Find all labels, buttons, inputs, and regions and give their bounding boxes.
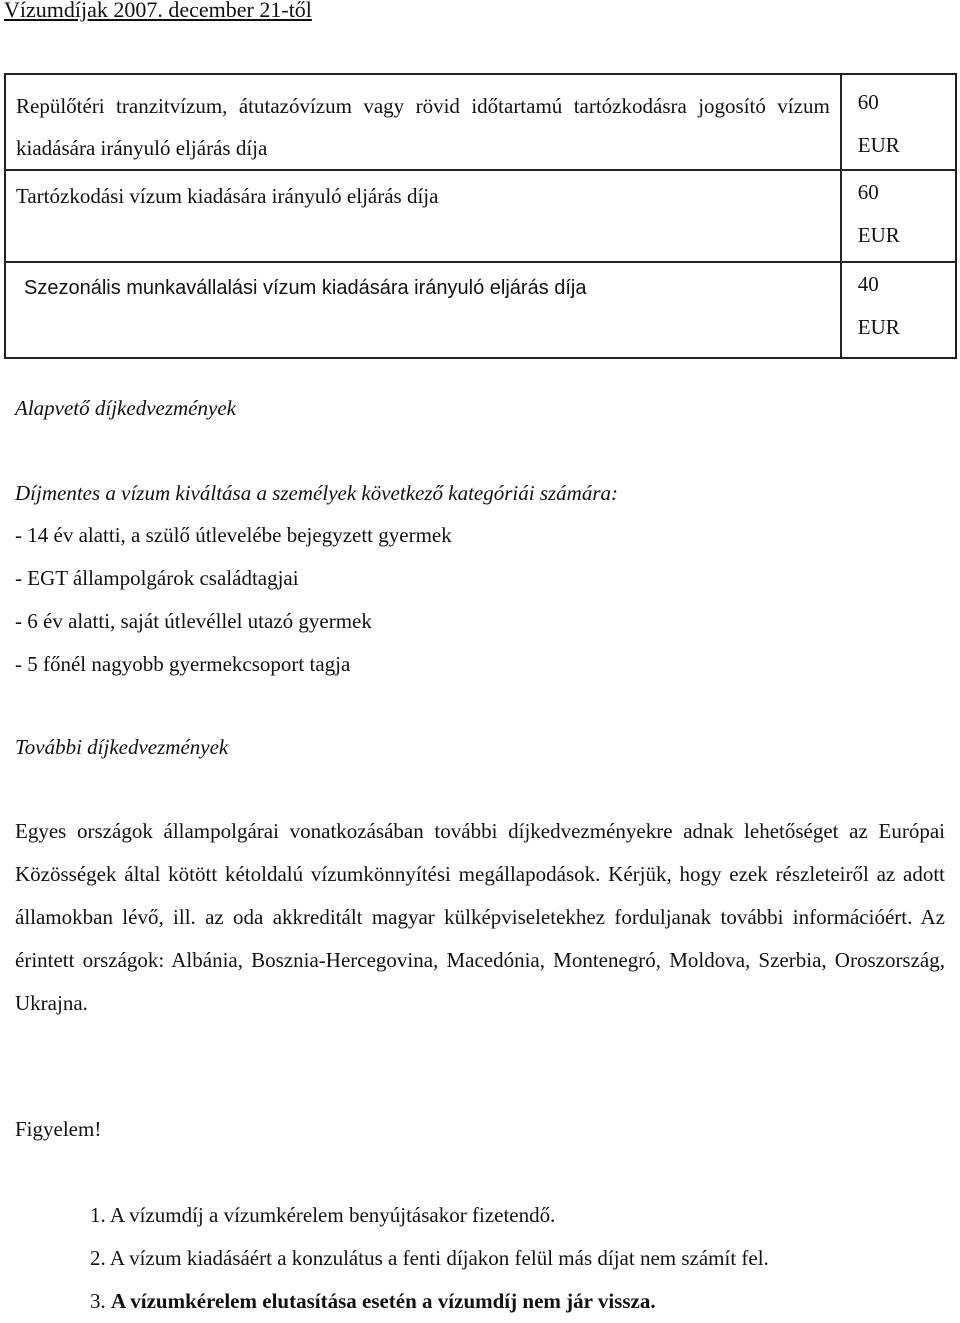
fee-label: Szezonális munkavállalási vízum kiadására irányuló eljárás díja <box>5 262 841 358</box>
fee-price <box>841 262 956 358</box>
list-text: A vízum kiadásáért a konzulátus a fenti díjakon felül más díjat nem számít fel. <box>109 1246 769 1270</box>
list-number: 1. <box>90 1203 106 1227</box>
list-item <box>90 1194 769 1237</box>
list-item: - EGT állampolgárok családtagjai <box>15 566 299 590</box>
fee-price <box>841 170 956 262</box>
list-text: A vízumkérelem elutasítása esetén a vízumdíj nem jár vissza. <box>111 1289 656 1313</box>
fee-currency: EUR <box>857 315 900 339</box>
fee-table <box>4 73 957 359</box>
basic-discounts-list <box>15 514 945 686</box>
notice-heading: Figyelem! <box>15 1117 102 1141</box>
list-number: 2. <box>90 1246 106 1270</box>
page-title: Vízumdíjak 2007. december 21-től <box>4 0 312 22</box>
fee-amount: 40 <box>857 272 879 296</box>
list-number: 3. <box>90 1289 106 1313</box>
fee-price <box>841 74 956 170</box>
list-text: A vízumdíj a vízumkérelem benyújtásakor fizetendő. <box>109 1203 556 1227</box>
fee-currency: EUR <box>857 133 900 157</box>
list-item <box>90 1237 769 1280</box>
list-item: - 6 év alatti, saját útlevéllel utazó gyermek <box>15 609 372 633</box>
fee-label: Repülőtéri tranzitvízum, átutazóvízum vagy rövid időtartamú tartózkodásra jogosító vízum kiadására irányuló eljárás díja <box>5 74 841 170</box>
list-item <box>90 1280 769 1323</box>
further-discounts-text: Egyes országok állampolgárai vonatkozásában további díjkedvezményekre adnak lehetőséget az Európai Közösségek által kötött kétoldalú vízumkönnyítési megállapodások. Kérjük, hogy ezek részleteiről az adott államokban lévő, ill. az oda akkreditált magyar külképviseletekhez forduljanak további információért. Az érintett országok: Albánia, Bosznia-Hercegovina, Macedónia, Montenegró, Moldova, Szerbia, Oroszország, Ukrajna. <box>15 819 945 1015</box>
list-item: - 5 főnél nagyobb gyermekcsoport tagja <box>15 652 351 676</box>
notice-list <box>90 1194 769 1323</box>
fee-amount: 60 <box>857 180 879 204</box>
fee-label: Tartózkodási vízum kiadására irányuló eljárás díja <box>5 170 841 262</box>
fee-row <box>5 262 956 358</box>
basic-discounts-intro: Díjmentes a vízum kiváltása a személyek következő kategóriái számára: <box>15 481 619 505</box>
fee-row <box>5 170 956 262</box>
fee-amount: 60 <box>857 90 879 114</box>
fee-row <box>5 74 956 170</box>
further-discounts-heading: További díjkedvezmények <box>15 735 229 759</box>
list-item: - 14 év alatti, a szülő útlevelébe bejegyzett gyermek <box>15 523 452 547</box>
basic-discounts-heading: Alapvető díjkedvezmények <box>15 396 236 420</box>
fee-currency: EUR <box>857 223 900 247</box>
